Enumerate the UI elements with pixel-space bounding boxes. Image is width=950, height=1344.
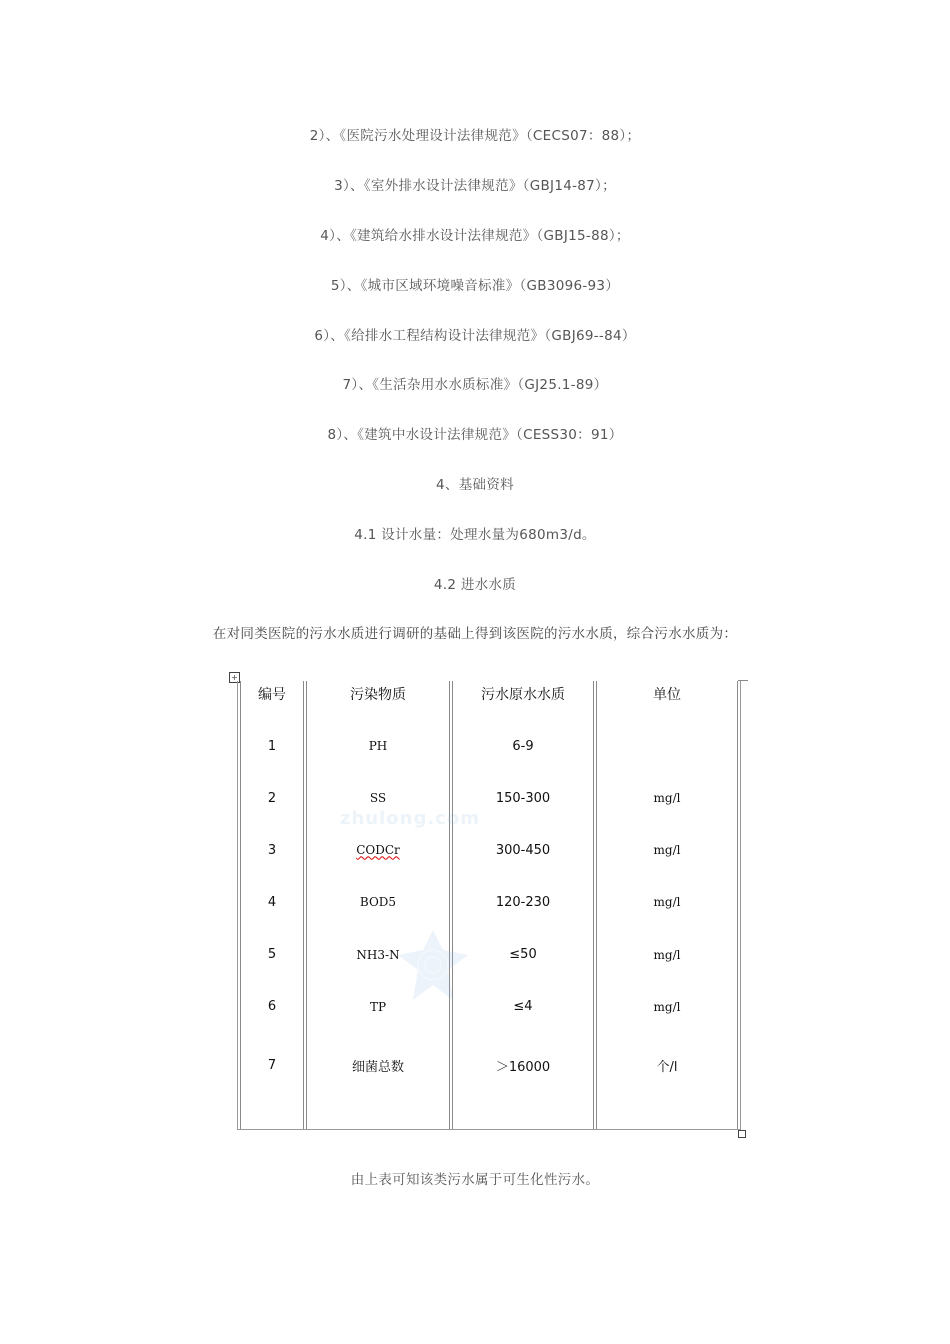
cell-unit: mg/l	[596, 981, 738, 1033]
cell-value: ≤50	[452, 929, 594, 981]
cell-unit: mg/l	[596, 824, 738, 876]
table-header-row	[240, 681, 738, 720]
table-row	[240, 824, 738, 876]
cell-value: 120-230	[452, 876, 594, 928]
table-row	[240, 1033, 738, 1099]
cell-pollutant: SS	[306, 772, 450, 824]
table-row	[240, 772, 738, 824]
cell-unit: mg/l	[596, 876, 738, 928]
empty-cell	[596, 1099, 738, 1129]
header-raw-quality: 污水原水水质	[452, 681, 594, 720]
reference-line-2: 2）、《医院污水处理设计法律规范》（CECS07：88）；	[309, 128, 641, 144]
conclusion-text: 由上表可知该类污水属于可生化性污水。	[350, 1172, 600, 1188]
cell-pollutant: TP	[306, 981, 450, 1033]
empty-cell	[452, 1099, 594, 1129]
cell-number: 6	[240, 981, 304, 1033]
cell-pollutant: NH3-N	[306, 929, 450, 981]
cell-pollutant	[306, 824, 450, 876]
cell-pollutant: PH	[306, 720, 450, 772]
empty-cell	[306, 1099, 450, 1129]
cell-unit: mg/l	[596, 929, 738, 981]
cell-unit: 个/l	[596, 1033, 738, 1099]
table-empty-row	[240, 1099, 738, 1129]
watermark-logo-icon	[398, 930, 468, 1000]
cell-value: 300-450	[452, 824, 594, 876]
cell-pollutant: 细菌总数	[306, 1033, 450, 1099]
header-pollutant: 污染物质	[306, 681, 450, 720]
water-quality-table	[237, 681, 741, 1130]
cell-number: 7	[240, 1033, 304, 1099]
header-unit: 单位	[596, 681, 738, 720]
cell-value: ≤4	[452, 981, 594, 1033]
table-move-handle[interactable]: +	[229, 672, 240, 683]
spellcheck-underlined-text: CODCr	[356, 843, 400, 858]
reference-line-3: 3）、《室外排水设计法律规范》（GBJ14-87）；	[334, 178, 616, 194]
cell-number: 4	[240, 876, 304, 928]
reference-line-7: 7）、《生活杂用水水质标准》（GJ25.1-89）	[342, 377, 608, 393]
cell-number: 1	[240, 720, 304, 772]
design-flow-text: 4.1 设计水量：处理水量为680m3/d。	[354, 527, 596, 543]
empty-cell	[240, 1099, 304, 1129]
table-row	[240, 720, 738, 772]
reference-line-6: 6）、《给排水工程结构设计法律规范》（GBJ69--84）	[314, 328, 636, 344]
cell-number: 3	[240, 824, 304, 876]
header-number: 编号	[240, 681, 304, 720]
cell-unit	[596, 720, 738, 772]
reference-line-4: 4）、《建筑给水排水设计法律规范》（GBJ15-88）；	[320, 228, 630, 244]
table-row	[240, 876, 738, 928]
cell-number: 5	[240, 929, 304, 981]
cell-number: 2	[240, 772, 304, 824]
reference-line-5: 5）、《城市区域环境噪音标准》（GB3096-93）	[330, 278, 620, 294]
cell-value: 150-300	[452, 772, 594, 824]
table-row	[240, 929, 738, 981]
reference-line-8: 8）、《建筑中水设计法律规范》（CESS30：91）	[327, 427, 623, 443]
watermark-text: zhulong.com	[340, 808, 480, 829]
cell-pollutant: BOD5	[306, 876, 450, 928]
intro-paragraph: 在对同类医院的污水水质进行调研的基础上得到该医院的污水水质，综合污水水质为：	[212, 626, 738, 642]
section-title: 4、基础资料	[436, 477, 514, 493]
table-row	[240, 981, 738, 1033]
table-resize-handle[interactable]	[738, 1130, 746, 1138]
water-quality-table-wrap	[237, 681, 739, 1130]
inflow-quality-title: 4.2 进水水质	[433, 577, 517, 593]
cell-unit: mg/l	[596, 772, 738, 824]
cell-value: ＞16000	[452, 1033, 594, 1099]
cell-value: 6-9	[452, 720, 594, 772]
